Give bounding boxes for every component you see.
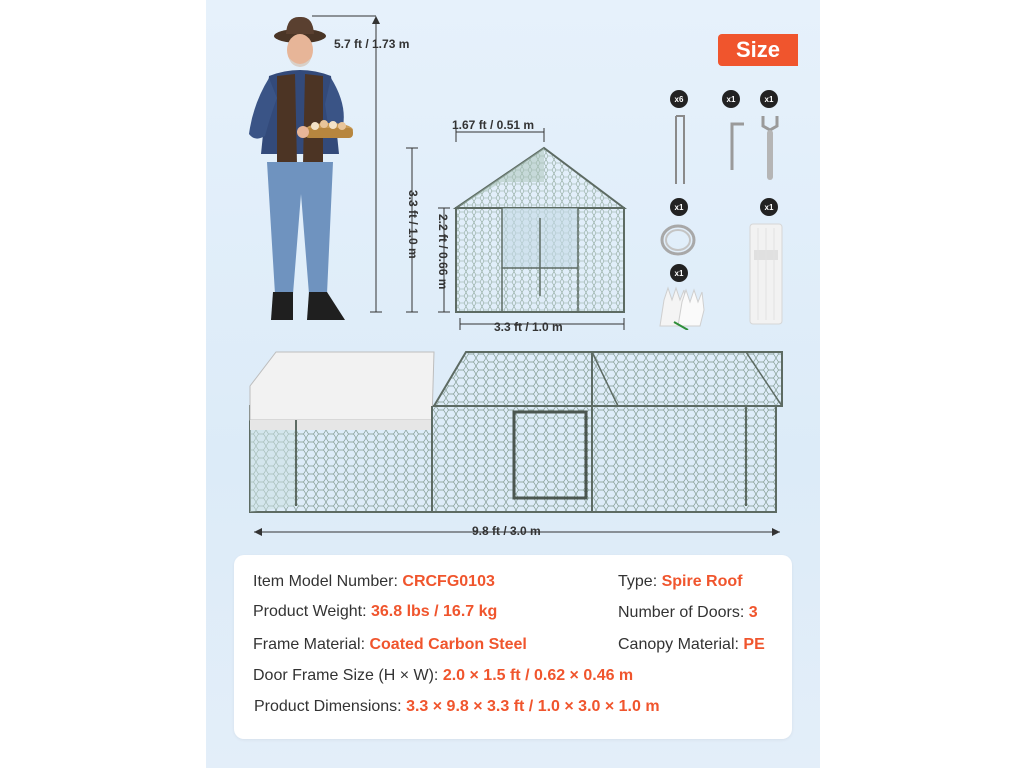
hex-key-qty: x1 [722,90,740,108]
wire-qty: x1 [670,198,688,216]
person-height-line [306,14,386,316]
wire-coil-icon [658,222,698,258]
stake-qty: x6 [670,90,688,108]
wall-height-label: 2.2 ft / 0.66 m [436,214,450,290]
spec-type: Type: Spire Roof [618,573,743,590]
hex-key-icon [716,118,746,174]
spec-weight: Product Weight: 36.8 lbs / 16.7 kg [253,603,498,620]
product-size-panel [206,0,820,768]
specs-card [234,555,792,739]
coop-side-view [246,346,786,546]
spec-doors: Number of Doors: 3 [618,604,758,621]
person-height-label: 5.7 ft / 1.73 m [334,37,410,51]
gloves-qty: x1 [670,264,688,282]
spec-model: Item Model Number: CRCFG0103 [253,573,495,590]
size-badge: Size [718,34,798,66]
wrench-icon [758,114,782,182]
side-length-label: 9.8 ft / 3.0 m [472,524,541,538]
gloves-icon [654,282,714,330]
cable-ties-icon [746,220,786,328]
spec-canopy: Canopy Material: PE [618,636,765,653]
end-width-label: 3.3 ft / 1.0 m [494,320,563,334]
roof-width-label: 1.67 ft / 0.51 m [452,118,535,132]
spec-frame: Frame Material: Coated Carbon Steel [253,636,527,653]
cable-ties-qty: x1 [760,198,778,216]
spec-dimensions: Product Dimensions: 3.3 × 9.8 × 3.3 ft / 1.0 × 3.0 × 1.0 m [254,698,660,715]
total-height-label: 3.3 ft / 1.0 m [406,190,420,259]
spec-door-frame: Door Frame Size (H × W): 2.0 × 1.5 ft / 0.62 × 0.46 m [253,667,634,684]
ground-stake-icon [672,114,688,186]
wrench-qty: x1 [760,90,778,108]
